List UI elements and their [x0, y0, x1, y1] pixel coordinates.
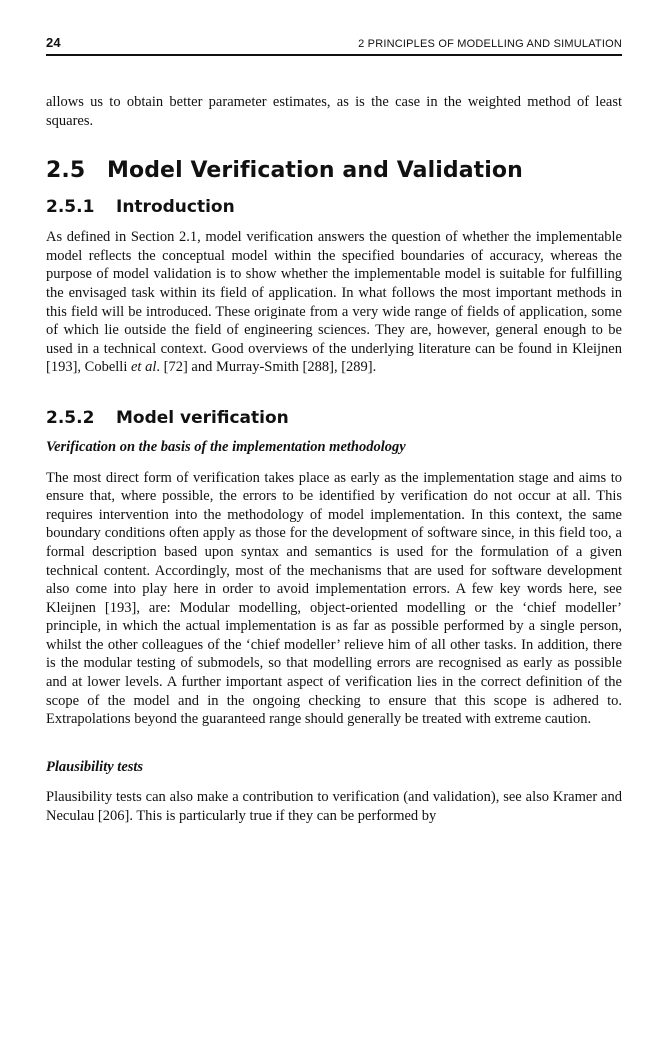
plausibility-tests-paragraph: Plausibility tests can also make a contribution to verification (and validation), see also Kramer and Neculau [206]. This is particularly true if they can be performed by	[46, 789, 622, 825]
subsection-heading-model-verification	[46, 407, 622, 429]
header-rule	[46, 54, 622, 56]
page-number: 24	[46, 35, 61, 50]
implementation-methodology-paragraph: The most direct form of verification takes place as early as the implementation stage and aims to ensure that, where possible, the errors to be identified by verification do not occur at all. This requires intervention into the methodology of model implementation. In this context, the same boundary conditions often apply as those for the development of software since, in this field too, a formal description based upon syntax and semantics is used for the formulation of a given technical content. Accordingly, most of the mechanisms that are used for software development also come into play here in order to avoid implementation errors. A few key words here, see Kleijnen [193], are: Modular modelling, object-oriented modelling or the ‘chief modeller’ principle, in which the actual implementation is as far as possible performed by a single person, whilst the other colleagues of the ‘chief modeller’ relieve him of all other tasks. In addition, there is the modular testing of submodels, so that modelling errors are recognised as early as possible and at lower levels. A further important aspect of verification lies in the correct definition of the scope of the model and in the ongoing checking to ensure that this scope is adhered to. Extrapolations beyond the guaranteed range should generally be treated with extreme caution.	[46, 469, 622, 728]
paragraph-heading-plausibility-tests: Plausibility tests	[46, 758, 144, 775]
introduction-text-part1: As defined in Section 2.1, model verification answers the question of whether the implementable model reflects the conceptual model within the specified boundaries of accuracy, whereas the purpose of model validation is to show whether the implementable model is suitable for fulfilling the envisaged task within its field of application. In what follows the most important methods in this field will be introduced. These originate from a very wide range of fields of application, some of which lie outside the field of engineering sciences. They are, however, general enough to be used in a technical context. Good overviews of the underlying literature can be found in Kleijnen [193], Cobelli	[46, 229, 622, 376]
section-heading	[46, 157, 622, 185]
section-title: Model Verification and Validation	[107, 158, 523, 184]
continuation-paragraph: allows us to obtain better parameter estimates, as is the case in the weighted method of least squares.	[46, 94, 622, 129]
book-page	[46, 28, 622, 826]
chapter-running-title: 2 PRINCIPLES OF MODELLING AND SIMULATION	[358, 38, 622, 50]
subsection-heading-introduction	[46, 196, 622, 218]
introduction-text-part2: . [72] and Murray-Smith [288], [289].	[156, 359, 377, 376]
running-head	[46, 28, 622, 50]
subsection-title: Introduction	[116, 197, 235, 218]
section-number: 2.5	[46, 158, 86, 184]
subsection-number: 2.5.2	[46, 407, 95, 428]
subsection-number: 2.5.1	[46, 197, 95, 218]
introduction-paragraph	[46, 228, 622, 377]
subsection-title: Model verification	[116, 407, 289, 428]
et-al-italic: et al	[130, 359, 157, 376]
paragraph-heading-implementation-methodology: Verification on the basis of the implementation methodology	[46, 438, 406, 455]
